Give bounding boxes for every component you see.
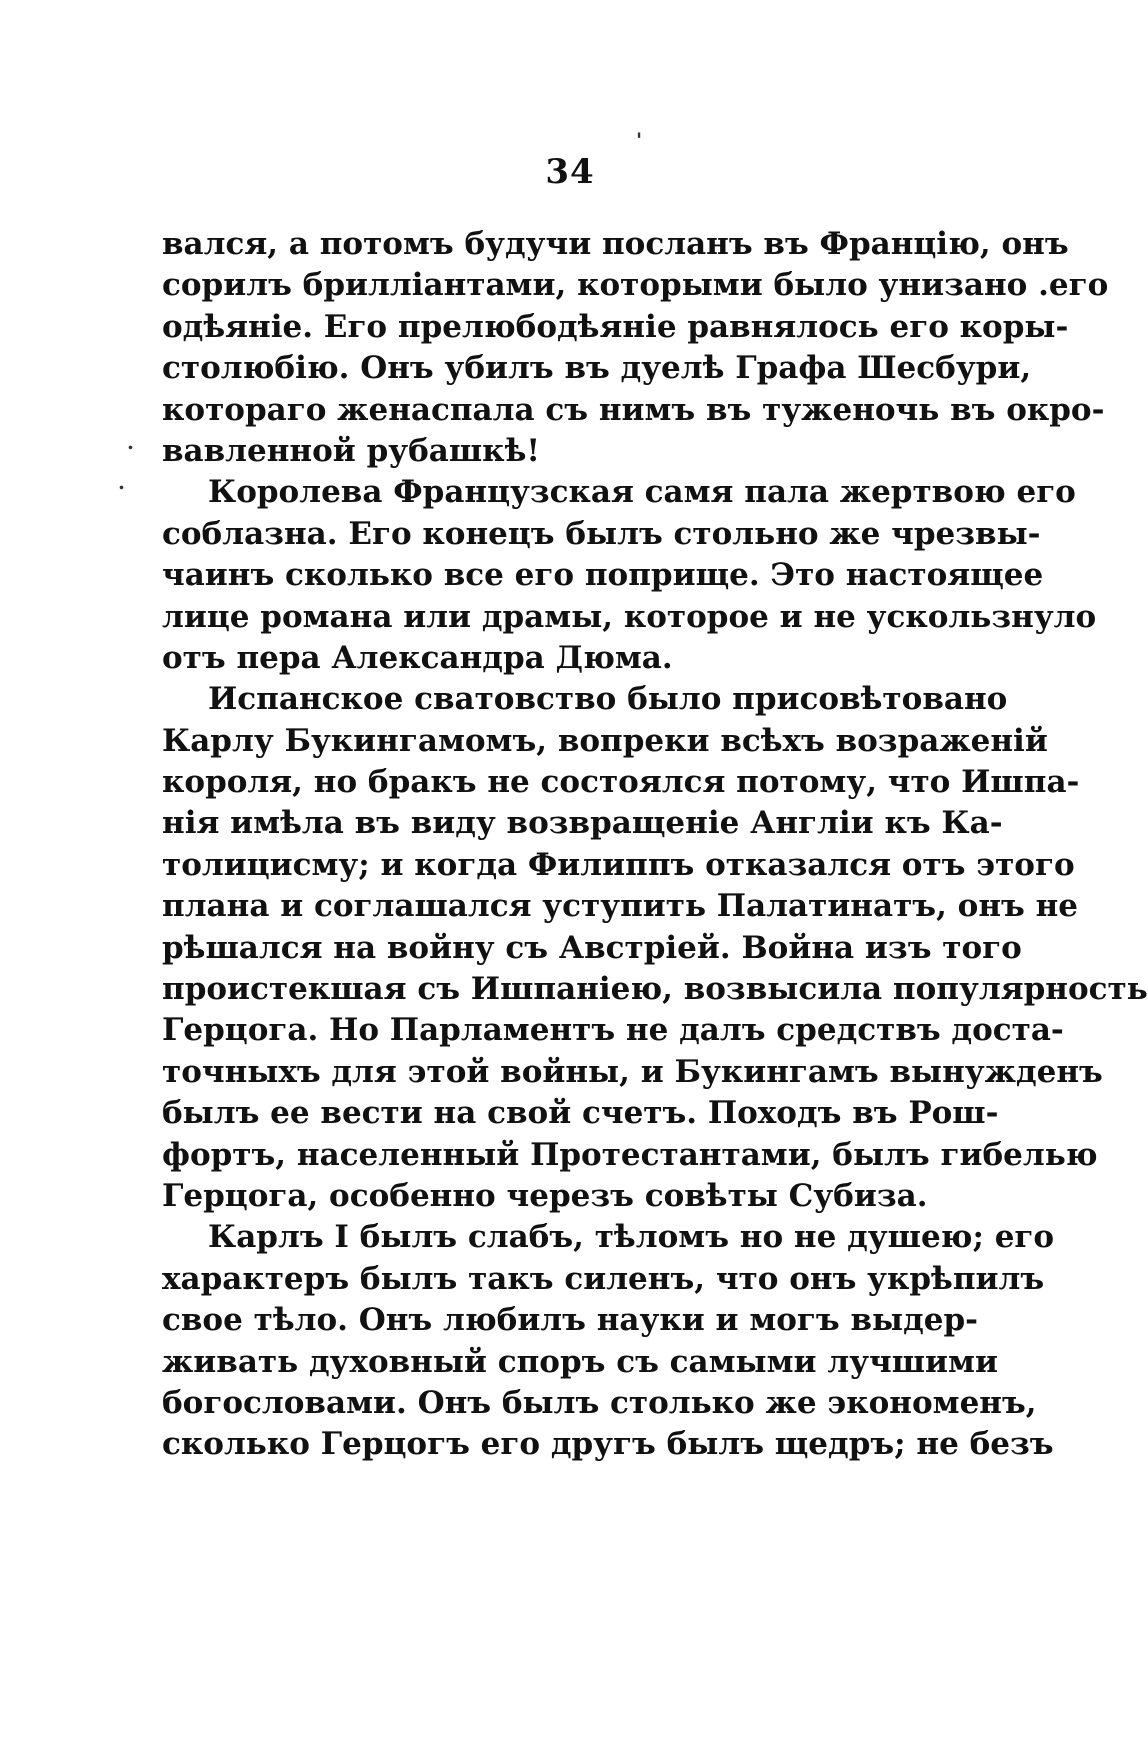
text-line: столюбію. Онъ убилъ въ дуелѣ Графа Шесбури,: [162, 350, 1032, 387]
text-line: Испанское сватовство было присовѣтовано: [208, 681, 1008, 718]
text-line: Карлу Букингамомъ, вопреки всѣхъ возраженій: [162, 722, 1048, 759]
text-line: вавленной рубашкѣ!: [162, 432, 540, 469]
text-line: сорилъ брилліантами, которыми было унизано .его: [162, 267, 1109, 304]
text-line: богословами. Онъ былъ столько же экономенъ,: [162, 1384, 1037, 1421]
page-number: 34: [545, 152, 595, 192]
text-line: Карлъ I былъ слабъ, тѣломъ но не душею; его: [208, 1219, 1055, 1256]
text-line: точныхъ для этой войны, и Букингамъ вынужденъ: [162, 1053, 1103, 1090]
text-line: лице романа или драмы, которое и не ускользнуло: [162, 598, 1097, 635]
text-line: живать духовный споръ съ самыми лучшими: [162, 1343, 998, 1380]
stray-mark-left-1: .: [127, 430, 134, 454]
text-line: чаинъ сколько все его поприще. Это настоящее: [162, 557, 1044, 594]
text-line: толицисму; и когда Филиппъ отказался отъ этого: [162, 846, 1075, 883]
text-line: соблазна. Его конецъ былъ стольно же чрезвы-: [162, 515, 1041, 552]
text-line: характеръ былъ такъ силенъ, что онъ укрѣпилъ: [162, 1260, 1045, 1297]
stray-mark-top: ': [636, 128, 643, 152]
text-line: сколько Герцогъ его другъ былъ щедръ; не безъ: [162, 1426, 1054, 1463]
paragraph: [162, 224, 1109, 472]
paragraph: [162, 472, 1097, 679]
text-line: Королева Французская самя пала жертвою его: [208, 474, 1076, 511]
paragraph: [162, 1217, 1055, 1465]
stray-mark-left-2: .: [118, 470, 125, 494]
text-line: нія имѣла въ виду возвращеніе Англіи къ Ка-: [162, 805, 1003, 842]
text-line: одѣяніе. Его прелюбодѣяніе равнялось его коры-: [162, 308, 1069, 345]
text-line: короля, но бракъ не состоялся потому, что Ишпа-: [162, 764, 1080, 801]
text-line: плана и соглашался уступить Палатинатъ, онъ не: [162, 888, 1079, 925]
text-line: свое тѣло. Онъ любилъ науки и могъ выдер-: [162, 1302, 979, 1339]
body-text: [162, 224, 1148, 1466]
text-line: Герцога. Но Парламентъ не далъ средствъ доста-: [162, 1012, 1064, 1049]
text-line: рѣшался на войну съ Австріей. Война изъ того: [162, 929, 1022, 966]
text-line: проистекшая съ Ишпаніею, возвысила популярность: [162, 971, 1148, 1008]
text-line: котораго женаспала съ нимъ въ туженочь въ окро-: [162, 391, 1105, 428]
text-line: вался, а потомъ будучи посланъ въ Францію, онъ: [162, 226, 1069, 262]
text-line: отъ пера Александра Дюма.: [162, 639, 673, 676]
paragraph: [162, 679, 1148, 1217]
text-line: фортъ, населенный Протестантами, былъ гибелью: [162, 1136, 1098, 1173]
text-line: Герцога, особенно черезъ совѣты Субиза.: [162, 1177, 928, 1214]
text-line: былъ ее вести на свой счетъ. Походъ въ Рош-: [162, 1095, 999, 1132]
